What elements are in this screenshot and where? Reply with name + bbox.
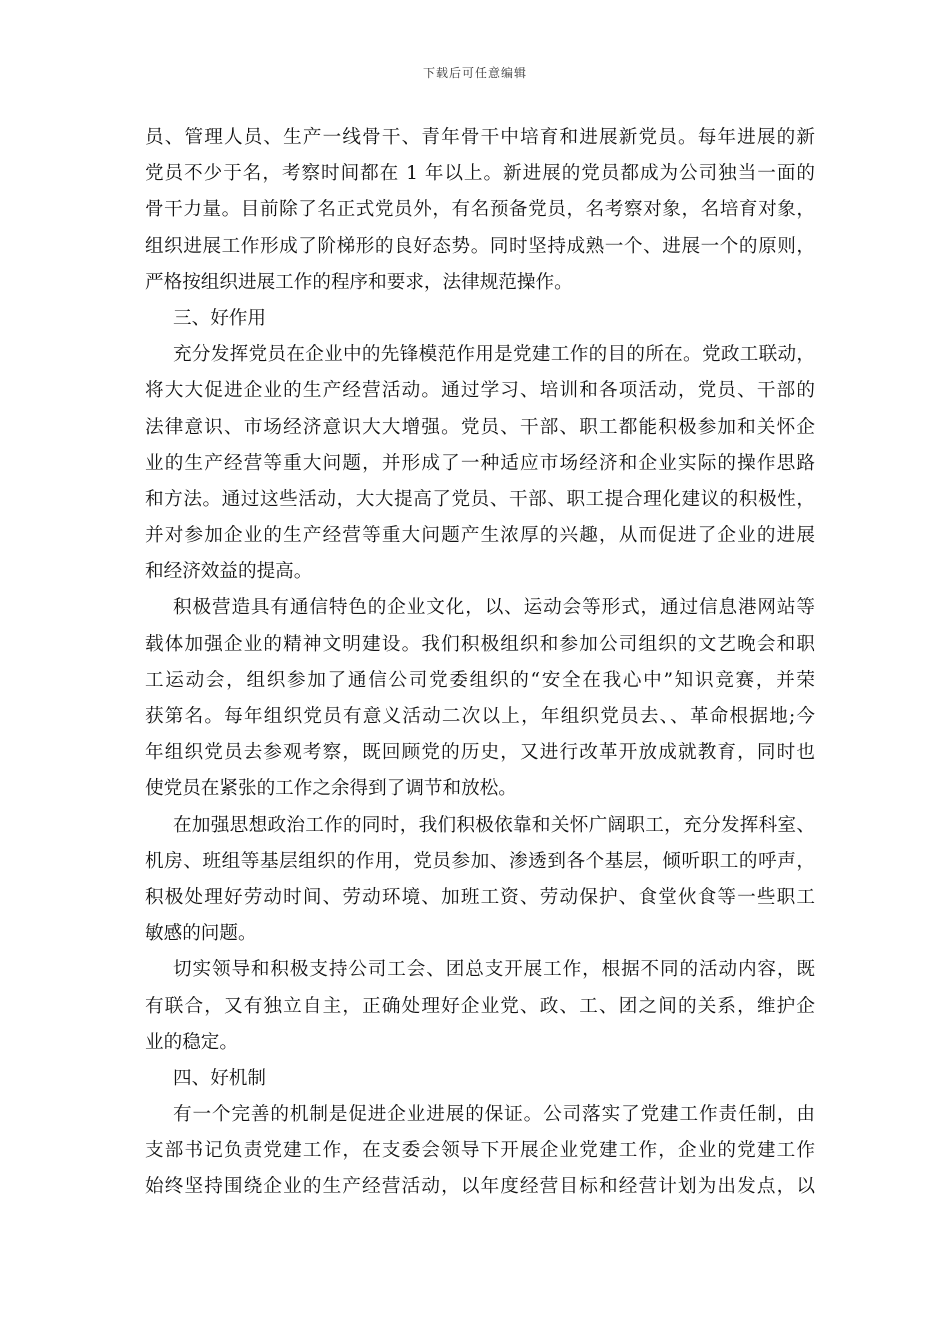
text-line: 年组织党员去参观考察，既回顾党的历史，又进行改革开放成就教育，同时也: [145, 742, 815, 764]
text-line: 机房、班组等基层组织的作用，党员参加、渗透到各个基层，倾听职工的呼声，: [145, 850, 815, 872]
text-line: 法律意识、市场经济意识大大增强。党员、干部、职工都能积极参加和关怀企: [145, 416, 815, 438]
text-line: 有一个完善的机制是促进企业进展的保证。公司落实了党建工作责任制，由: [173, 1104, 815, 1126]
document-body: [145, 120, 815, 1206]
text-line: 业的稳定。: [145, 1031, 238, 1053]
page-header: 下载后可任意编辑: [422, 66, 527, 80]
text-line: 严格按组织进展工作的程序和要求，法律规范操作。: [145, 271, 573, 293]
text-line: 和方法。通过这些活动，大大提高了党员、干部、职工提合理化建议的积极性，: [145, 488, 815, 510]
text-line: 积极处理好劳动时间、劳动环境、加班工资、劳动保护、食堂伙食等一些职工: [145, 886, 815, 908]
text-line: 工运动会，组织参加了通信公司党委组织的“安全在我心中”知识竞赛，并荣: [145, 669, 815, 691]
text-line: 充分发挥党员在企业中的先锋模范作用是党建工作的目的所在。党政工联动，: [173, 344, 815, 366]
text-line: 获第名。每年组织党员有意义活动二次以上，年组织党员去、、革命根据地;今: [145, 706, 815, 727]
text-line: 支部书记负责党建工作，在支委会领导下开展企业党建工作，企业的党建工作: [145, 1140, 815, 1162]
text-line: 敏感的问题。: [145, 923, 257, 945]
text-line: 在加强思想政治工作的同时，我们积极依靠和关怀广阔职工，充分发挥科室、: [173, 814, 815, 836]
text-line: 员、管理人员、生产一线骨干、青年骨干中培育和进展新党员。每年进展的新: [145, 127, 815, 148]
text-line: 有联合，又有独立自主，正确处理好企业党、政、工、团之间的关系，维护企: [145, 995, 815, 1017]
text-line: 并对参加企业的生产经营等重大问题产生浓厚的兴趣，从而促进了企业的进展: [145, 525, 815, 547]
text-line: 积极营造具有通信特色的企业文化，以、运动会等形式，通过信息港网站等: [173, 597, 815, 619]
text-line: 四、好机制: [173, 1067, 266, 1089]
text-line: 和经济效益的提高。: [145, 561, 313, 583]
text-line: 将大大促进企业的生产经营活动。通过学习、培训和各项活动，党员、干部的: [145, 380, 815, 402]
text-line: 业的生产经营等重大问题，并形成了一种适应市场经济和企业实际的操作思路: [145, 452, 815, 474]
text-line: 骨干力量。目前除了名正式党员外，有名预备党员，名考察对象，名培育对象，: [145, 199, 815, 221]
text-line: 载体加强企业的精神文明建设。我们积极组织和参加公司组织的文艺晚会和职: [145, 633, 815, 655]
text-line: 三、好作用: [173, 307, 266, 329]
text-line: 党员不少于名，考察时间都在 1 年以上。新进展的党员都成为公司独当一面的: [145, 163, 815, 185]
text-line: 始终坚持围绕企业的生产经营活动，以年度经营目标和经营计划为出发点，以: [145, 1176, 815, 1198]
text-line: 组织进展工作形成了阶梯形的良好态势。同时坚持成熟一个、进展一个的原则，: [145, 235, 815, 257]
text-line: 切实领导和积极支持公司工会、团总支开展工作，根据不同的活动内容，既: [173, 959, 815, 981]
text-line: 使党员在紧张的工作之余得到了调节和放松。: [145, 778, 517, 800]
